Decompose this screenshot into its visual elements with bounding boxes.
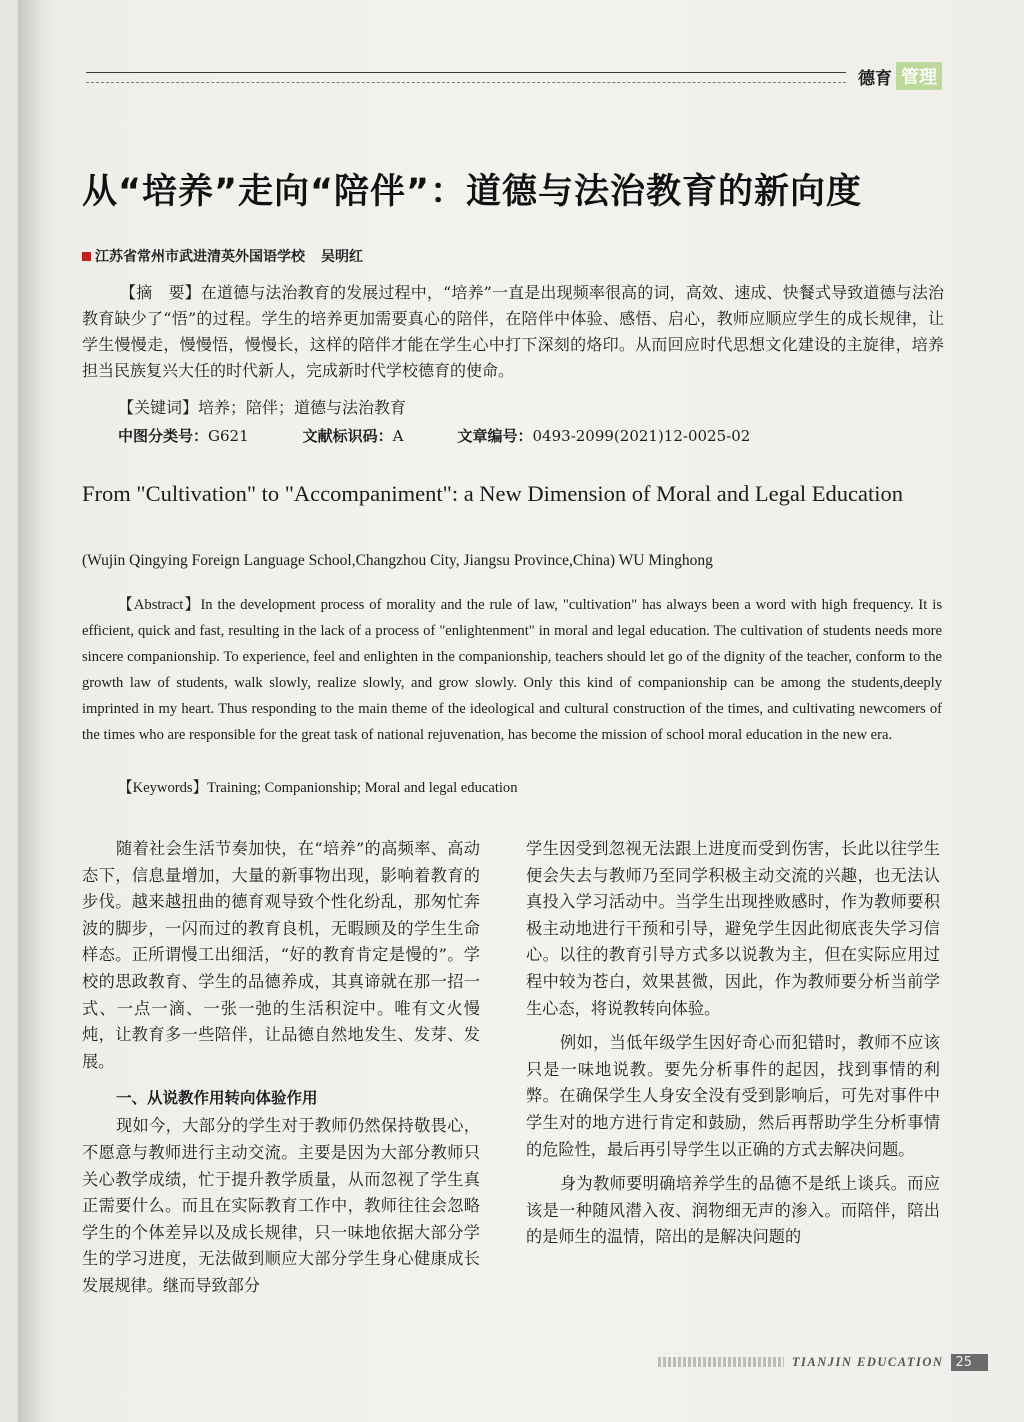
doc-code-label: 文献标识码： bbox=[302, 427, 393, 445]
section-tag-highlight: 管理 bbox=[896, 62, 942, 90]
body-paragraph: 例如，当低年级学生因好奇心而犯错时，教师不应该只是一味地说教。要先分析事件的起因，找到事情的利弊。在确保学生人身安全没有受到影响后，可先对事件中学生对的地方进行肯定和鼓励，然后再帮助学生分析事情的危险性，最后再引导学生以正确的方式去解决问题。 bbox=[526, 1033, 940, 1159]
clc-label: 中图分类号： bbox=[118, 427, 209, 445]
english-keywords: 【Keywords】Training; Companionship; Moral and legal education bbox=[118, 780, 518, 796]
header-rule-dashed bbox=[86, 82, 846, 83]
english-abstract bbox=[82, 592, 942, 748]
chinese-abstract bbox=[82, 280, 944, 384]
body-column-left bbox=[82, 836, 480, 1300]
article-title: 从“培养”走向“陪伴”：道德与法治教育的新向度 bbox=[82, 172, 863, 212]
author-affiliation: 江苏省常州市武进清英外国语学校 bbox=[95, 249, 305, 265]
red-square-bullet-icon bbox=[82, 252, 91, 261]
body-paragraph: 身为教师要明确培养学生的品德不是纸上谈兵。而应该是一种随风潜入夜、润物细无声的渗入。而陪伴，陪出的是师生的温情，陪出的是解决问题的 bbox=[526, 1174, 940, 1247]
chinese-abstract-text: 【摘 要】在道德与法治教育的发展过程中，“培养”一直是出现频率很高的词，高效、速成、快餐式导致道德与法治教育缺少了“悟”的过程。学生的培养更加需要真心的陪伴，在陪伴中体验、感悟、启心，教师应顺应学生的成长规律，让学生慢慢走，慢慢悟，慢慢长，这样的陪伴才能在学生心中打下深刻的烙印。从而回应时代思想文化建设的主旋律，培养担当民族复兴大任的时代新人，完成新时代学校德育的使命。 bbox=[82, 283, 944, 380]
clc-value: G621 bbox=[208, 427, 249, 445]
body-column-right bbox=[526, 836, 940, 1251]
author-line bbox=[82, 244, 363, 268]
footer-band bbox=[658, 1357, 784, 1367]
article-number-label: 文章编号： bbox=[457, 427, 533, 445]
author-name: 吴明红 bbox=[321, 249, 363, 265]
body-paragraph: 现如今，大部分的学生对于教师仍然保持敬畏心，不愿意与教师进行主动交流。主要是因为大部分教师只关心教学成绩，忙于提升教学质量，从而忽视了学生真正需要什么。而且在实际教育工作中，教师往往会忽略学生的个体差异以及成长规律，只一味地依据大部分学生的学习进度，无法做到顺应大部分学生身心健康成长发展规律。继而导致部分 bbox=[82, 1116, 480, 1295]
section-tag-plain: 德育 bbox=[858, 68, 892, 89]
section-tag bbox=[858, 62, 942, 90]
section-heading: 一、从说教作用转向体验作用 bbox=[116, 1089, 318, 1108]
page-spine-shadow bbox=[18, 0, 40, 1422]
english-abstract-text: 【Abstract】In the development process of morality and the rule of law, "cultivation" has always been a word with high frequency. It is efficient, quick and fast, resulting in the lack of a process of "enlightenment" in moral and legal education. The cultivation of students needs more sincere companionship. To experience, feel and enlighten in the companionship, teachers should let go of the dignity of the teacher, conform to the growth law of students, walk slowly, realize slowly, and grow slowly. Only this kind of companionship can be among the students,deeply imprinted in my heart. Thus responding to the main theme of the ideological and cultural construction of the times, and cultivating newcomers of the times who are responsible for the great task of national rejuvenation, has become the mission of school moral education in the new era. bbox=[82, 597, 942, 743]
header-rule bbox=[86, 72, 846, 73]
english-author: (Wujin Qingying Foreign Language School,Changzhou City, Jiangsu Province,China) WU Minghong bbox=[82, 552, 713, 569]
english-title: From "Cultivation" to "Accompaniment": a New Dimension of Moral and Legal Education bbox=[82, 481, 903, 506]
page-footer bbox=[658, 1352, 988, 1372]
journal-name: TIANJIN EDUCATION bbox=[791, 1354, 944, 1369]
body-paragraph: 学生因受到忽视无法跟上进度而受到伤害，长此以往学生便会失去与教师乃至同学积极主动交流的兴趣，也无法认真投入学习活动中。当学生出现挫败感时，作为教师要积极主动地进行干预和引导，避免学生因此彻底丧失学习信心。以往的教育引导方式多以说教为主，但在实际应用过程中较为苍白，效果甚微，因此，作为教师要分析当前学生心态，将说教转向体验。 bbox=[526, 839, 940, 1018]
doc-code-value: A bbox=[392, 427, 404, 445]
body-paragraph: 随着社会生活节奏加快，在“培养”的高频率、高动态下，信息量增加，大量的新事物出现，影响着教育的步伐。越来越扭曲的德育观导致个性化纷乱，那匆忙奔波的脚步，一闪而过的教育良机，无暇顾及的学生生命样态。正所谓慢工出细活，“好的教育肯定是慢的”。学校的思政教育、学生的品德养成，其真谛就在那一招一式、一点一滴、一张一弛的生活积淀中。唯有文火慢炖，让教育多一些陪伴，让品德自然地发生、发芽、发展。 bbox=[82, 839, 480, 1071]
chinese-keywords: 【关键词】培养；陪伴；道德与法治教育 bbox=[118, 398, 407, 417]
classification-line bbox=[118, 424, 938, 448]
page-number: 25 bbox=[951, 1354, 988, 1371]
article-number-value: 0493-2099(2021)12-0025-02 bbox=[532, 427, 751, 445]
journal-page bbox=[18, 0, 1024, 1422]
